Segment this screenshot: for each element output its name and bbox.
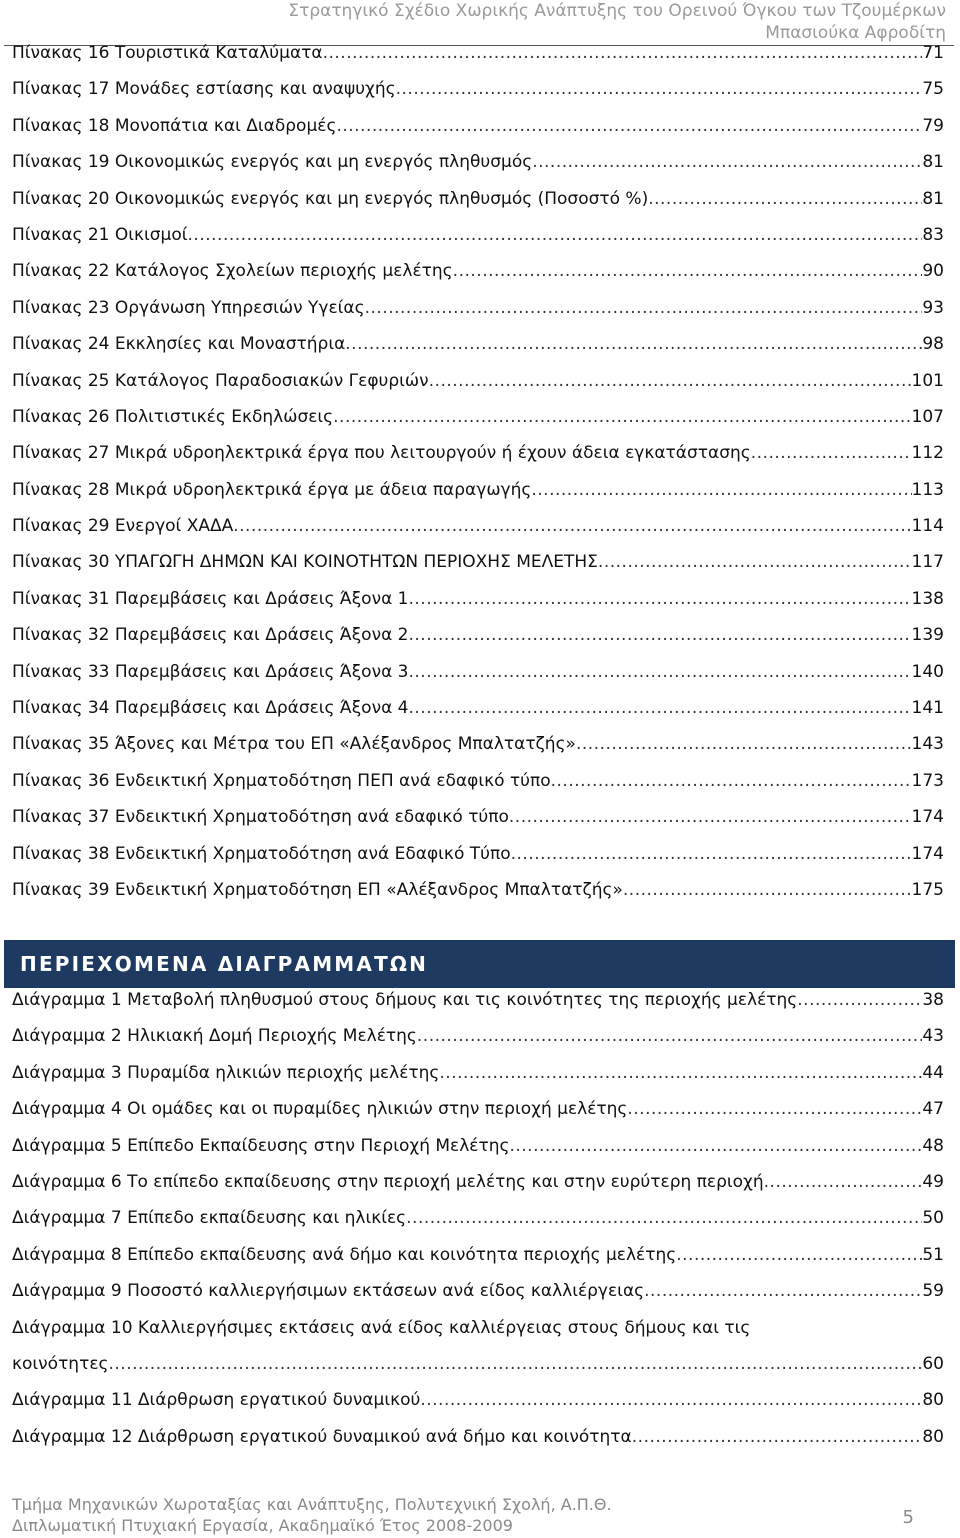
running-header: [288, 0, 946, 44]
running-footer: [12, 1494, 612, 1536]
toc-row[interactable]: Πίνακας 33 Παρεμβάσεις και Δράσεις Άξονα 3 ..... 140: [12, 662, 944, 698]
toc-row[interactable]: Διάγραμμα 3 Πυραμίδα ηλικιών περιοχής μελέτης ..... 44: [12, 1063, 944, 1099]
toc-row[interactable]: Διάγραμμα 4 Οι ομάδες και οι πυραμίδες ηλικιών στην περιοχή μελέτης ..... 47: [12, 1099, 944, 1135]
toc-row[interactable]: Πίνακας 39 Ενδεικτική Χρηματοδότηση ΕΠ «Αλέξανδρος Μπαλτατζής» ..... 175: [12, 880, 944, 916]
toc-row[interactable]: Διάγραμμα 11 Διάρθρωση εργατικού δυναμικού ..... 80: [12, 1390, 944, 1426]
toc-row[interactable]: Πίνακας 27 Μικρά υδροηλεκτρικά έργα που λειτουργούν ή έχουν άδεια εγκατάστασης ..... 112: [12, 443, 944, 479]
toc-row[interactable]: Πίνακας 22 Κατάλογος Σχολείων περιοχής μελέτης ..... 90: [12, 261, 944, 297]
toc-row[interactable]: Πίνακας 36 Ενδεικτική Χρηματοδότηση ΠΕΠ ανά εδαφικό τύπο ..... 173: [12, 771, 944, 807]
toc-row-wrapped[interactable]: Διάγραμμα 10 Καλλιεργήσιμες εκτάσεις ανά είδος καλλιέργειας στους δήμους και τις: [12, 1317, 751, 1338]
toc-row[interactable]: Πίνακας 28 Μικρά υδροηλεκτρικά έργα με άδεια παραγωγής ..... 113: [12, 480, 944, 516]
toc-row[interactable]: Πίνακας 35 Άξονες και Μέτρα του ΕΠ «Αλέξανδρος Μπαλτατζής» ..... 143: [12, 734, 944, 770]
toc-row[interactable]: Διάγραμμα 1 Μεταβολή πληθυσμού στους δήμους και τις κοινότητες της περιοχής μελέτης ..... 38: [12, 990, 944, 1026]
toc-row[interactable]: Πίνακας 25 Κατάλογος Παραδοσιακών Γεφυριών ..... 101: [12, 371, 944, 407]
toc-row[interactable]: Πίνακας 17 Μονάδες εστίασης και αναψυχής ..... 75: [12, 79, 944, 115]
section-heading-bar: [4, 940, 955, 988]
toc-row[interactable]: Διάγραμμα 12 Διάρθρωση εργατικού δυναμικού ανά δήμο και κοινότητα ..... 80: [12, 1427, 944, 1463]
toc-row[interactable]: Διάγραμμα 8 Επίπεδο εκπαίδευσης ανά δήμο και κοινότητα περιοχής μελέτης ..... 51: [12, 1245, 944, 1281]
toc-row[interactable]: Πίνακας 16 Τουριστικά Καταλύματα ..... 71: [12, 43, 944, 79]
footer-thesis: Διπλωματική Πτυχιακή Εργασία, Ακαδημαϊκό Έτος 2008-2009: [12, 1516, 513, 1535]
toc-row[interactable]: Πίνακας 19 Οικονομικώς ενεργός και μη ενεργός πληθυσμός ..... 81: [12, 152, 944, 188]
toc-row[interactable]: Διάγραμμα 2 Ηλικιακή Δομή Περιοχής Μελέτης ..... 43: [12, 1026, 944, 1062]
toc-row[interactable]: Πίνακας 34 Παρεμβάσεις και Δράσεις Άξονα 4 ..... 141: [12, 698, 944, 734]
toc-row[interactable]: Διάγραμμα 5 Επίπεδο Εκπαίδευσης στην Περιοχή Μελέτης ..... 48: [12, 1136, 944, 1172]
toc-row[interactable]: Πίνακας 21 Οικισμοί ..... 83: [12, 225, 944, 261]
section-title: ΠΕΡΙΕΧΟΜΕΝΑ ΔΙΑΓΡΑΜΜΑΤΩΝ: [20, 952, 429, 976]
toc-row[interactable]: Πίνακας 20 Οικονομικώς ενεργός και μη ενεργός πληθυσμός (Ποσοστό %) ..... 81: [12, 189, 944, 225]
toc-row[interactable]: Πίνακας 24 Εκκλησίες και Μοναστήρια ..... 98: [12, 334, 944, 370]
toc-row[interactable]: Διάγραμμα 7 Επίπεδο εκπαίδευσης και ηλικίες ..... 50: [12, 1208, 944, 1244]
toc-row[interactable]: Πίνακας 38 Ενδεικτική Χρηματοδότηση ανά Εδαφικό Τύπο ..... 174: [12, 844, 944, 880]
toc-row[interactable]: Πίνακας 26 Πολιτιστικές Εκδηλώσεις ..... 107: [12, 407, 944, 443]
toc-row[interactable]: Πίνακας 18 Μονοπάτια και Διαδρομές ..... 79: [12, 116, 944, 152]
header-title: Στρατηγικό Σχέδιο Χωρικής Ανάπτυξης του Ορεινού Όγκου των Τζουμέρκων: [288, 1, 946, 21]
toc-row[interactable]: Πίνακας 30 ΥΠΑΓΩΓΗ ΔΗΜΩΝ ΚΑΙ ΚΟΙΝΟΤΗΤΩΝ ΠΕΡΙΟΧΗΣ ΜΕΛΕΤΗΣ ..... 117: [12, 552, 944, 588]
toc-row[interactable]: Διάγραμμα 9 Ποσοστό καλλιεργήσιμων εκτάσεων ανά είδος καλλιέργειας ..... 59: [12, 1281, 944, 1317]
toc-row[interactable]: Πίνακας 37 Ενδεικτική Χρηματοδότηση ανά εδαφικό τύπο ..... 174: [12, 807, 944, 843]
toc-row[interactable]: Πίνακας 31 Παρεμβάσεις και Δράσεις Άξονα 1 ..... 138: [12, 589, 944, 625]
toc-row-continuation[interactable]: κοινότητες ..... 60: [12, 1354, 944, 1390]
toc-row[interactable]: Πίνακας 23 Οργάνωση Υπηρεσιών Υγείας ..... 93: [12, 298, 944, 334]
toc-row[interactable]: Πίνακας 29 Ενεργοί ΧΑΔΑ ..... 114: [12, 516, 944, 552]
toc-row[interactable]: Διάγραμμα 6 Το επίπεδο εκπαίδευσης στην περιοχή μελέτης και στην ευρύτερη περιοχή ..... 49: [12, 1172, 944, 1208]
page-number: 5: [902, 1507, 914, 1528]
diagrams-list: [12, 990, 944, 1463]
toc-row[interactable]: Πίνακας 32 Παρεμβάσεις και Δράσεις Άξονα 2 ..... 139: [12, 625, 944, 661]
footer-department: Τμήμα Μηχανικών Χωροταξίας και Ανάπτυξης, Πολυτεχνική Σχολή, Α.Π.Θ.: [12, 1495, 612, 1514]
header-author: Μπασιούκα Αφροδίτη: [765, 23, 946, 43]
tables-list: [12, 43, 944, 916]
